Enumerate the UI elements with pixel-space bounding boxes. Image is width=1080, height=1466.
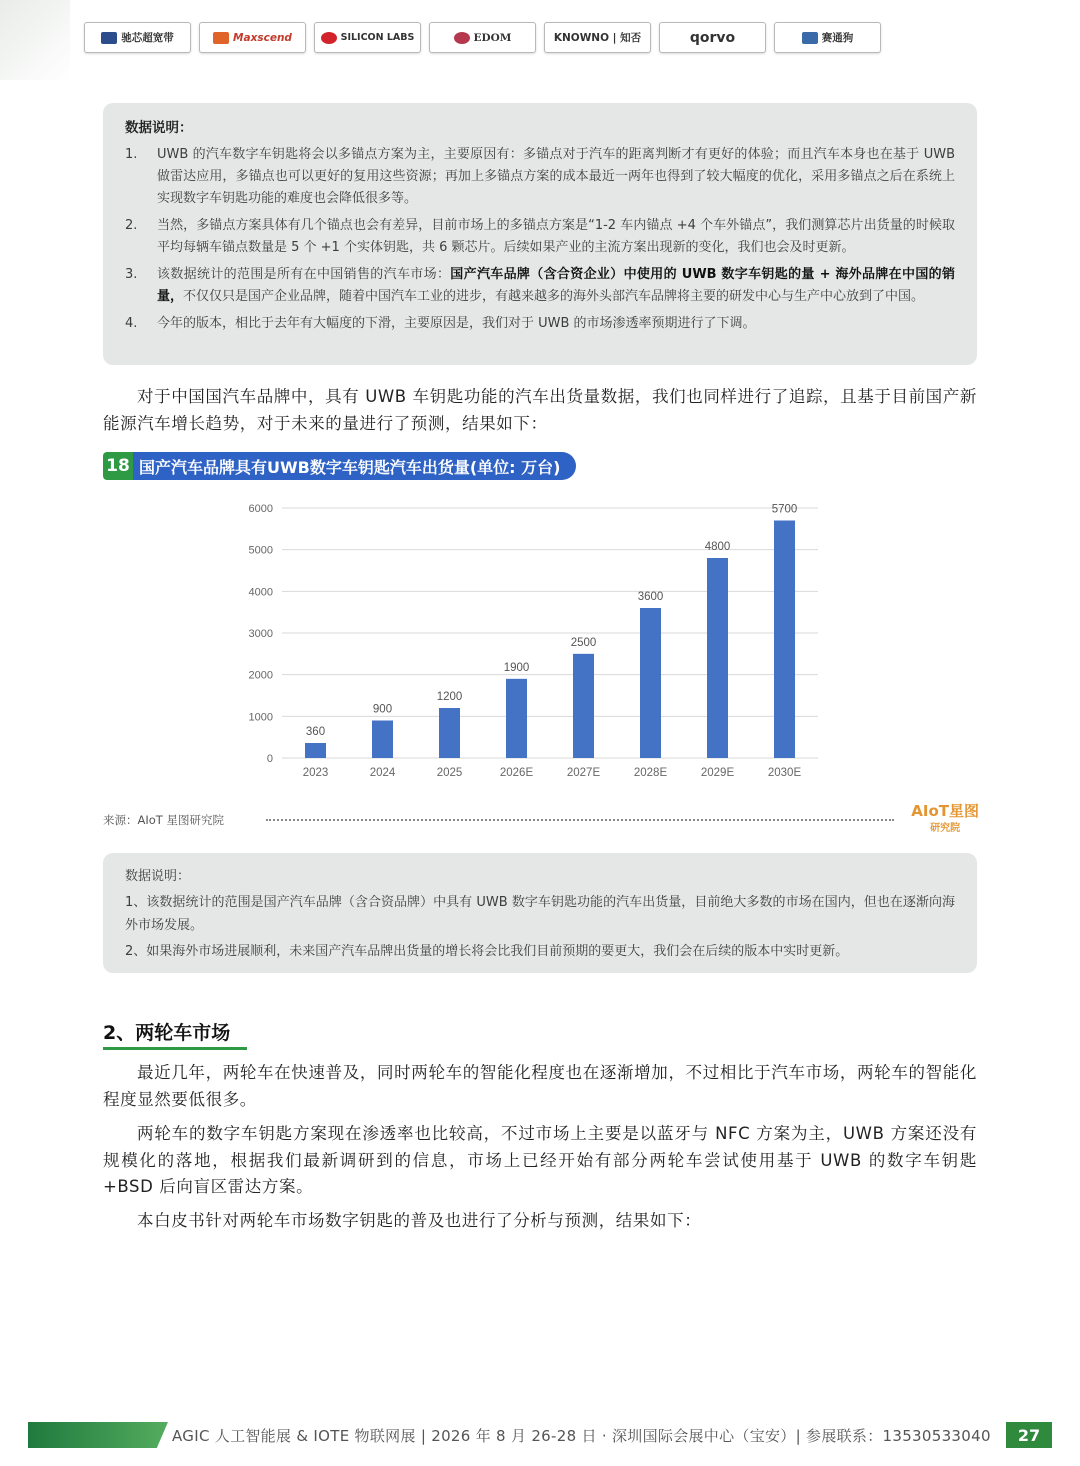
bar [439, 708, 460, 758]
bar [573, 654, 594, 758]
x-tick-label: 2023 [302, 767, 329, 779]
note-text: 当然，多锚点方案具体有几个锚点也会有差异，目前市场上的多锚点方案是“1-2 车内锚点 +4 个车外锚点”，我们测算芯片出货量的时候取平均每辆车锚点数量是 5 个 +1 个实体钥匙，共 6 颗芯片。后续如果产业的主流方案出现新的变化，我们也会及时更新。 [157, 218, 955, 255]
source-row [103, 802, 983, 842]
data-note-box [103, 103, 977, 365]
note-item: 2、如果海外市场进展顺利，未来国产汽车品牌出货量的增长将会比我们目前预期的要更大，我们会在后续的版本中实时更新。 [125, 944, 849, 959]
note-title: 数据说明： [125, 120, 193, 136]
data-label: 360 [305, 726, 326, 738]
sponsor-logo-strip [84, 22, 881, 53]
y-tick-label: 2000 [248, 669, 273, 682]
x-tick-label: 2024 [369, 767, 396, 779]
x-tick-label: 2028E [633, 767, 668, 779]
intro-paragraph: 对于中国国汽车品牌中，具有 UWB 车钥匙功能的汽车出货量数据，我们也同样进行了追踪，且基于目前国产新能源汽车增长趋势，对于未来的量进行了预测，结果如下： [103, 387, 977, 433]
body-paragraph: 最近几年，两轮车在快速普及，同时两轮车的智能化程度也在逐渐增加，不过相比于汽车市场，两轮车的智能化程度显然要低很多。 [103, 1063, 977, 1109]
maxscend-mark-icon [213, 32, 229, 44]
x-tick-label: 2027E [566, 767, 601, 779]
page-corner-shade [0, 0, 70, 80]
data-label: 1200 [436, 691, 463, 703]
figure-title [103, 452, 576, 480]
body-paragraph: 本白皮书针对两轮车市场数字钥匙的普及也进行了分析与预测，结果如下： [137, 1211, 702, 1230]
maxscend-logo: Maxscend [199, 22, 306, 53]
data-label: 1900 [503, 661, 530, 674]
note-title: 数据说明： [125, 869, 191, 884]
note-item: 4. 今年的版本，相比于去年有大幅度的下滑，主要原因是，我们对于 UWB 的市场渗透率预期进行了下调。 [125, 313, 955, 335]
y-tick-label: 0 [266, 753, 273, 765]
bar [372, 721, 393, 759]
note-text: 该数据统计的范围是所有在中国销售的汽车市场：国产汽车品牌（含合资企业）中使用的 UWB 数字车钥匙的量 + 海外品牌在中国的销量，不仅仅只是国产企业品牌，随着中国汽车工业的进步，有越来越多的海外头部汽车品牌将主要的研发中心与生产中心放到了中国。 [157, 267, 955, 304]
page-number: 27 [1006, 1422, 1052, 1448]
saitong-mark-icon [802, 32, 818, 44]
y-tick-label: 1000 [248, 711, 273, 724]
bar [305, 743, 326, 758]
x-tick-label: 2025 [436, 767, 463, 779]
note-bold-text: 国产汽车品牌（含合资企业）中使用的 UWB 数字车钥匙的量 + 海外品牌在中国的销量， [157, 267, 955, 304]
data-label: 3600 [637, 591, 664, 603]
figure-number-badge: 18 [103, 452, 133, 480]
note-text: UWB 的汽车数字车钥匙将会以多锚点方案为主，主要原因有：多锚点对于汽车的距离判断才有更好的体验；而且汽车本身也在基于 UWB 做雷达应用，多锚点也可以更好的复用这些资源；再加上多锚点方案的成本最近一两年也得到了较大幅度的优化，采用多锚点之后在系统上实现数字车钥匙功能的难度也会降低很多等。 [157, 147, 955, 206]
y-tick-label: 5000 [248, 544, 273, 557]
source-label: 来源：AIoT 星图研究院 [103, 813, 224, 827]
footer-accent-bar [28, 1422, 168, 1448]
y-tick-label: 4000 [248, 586, 273, 599]
x-tick-label: 2030E [767, 767, 802, 779]
section-heading: 2、两轮车市场 [103, 1022, 231, 1044]
bar [506, 679, 527, 758]
bar-chart [220, 492, 840, 792]
edom-logo: EDOM [429, 22, 536, 53]
x-tick-label: 2026E [499, 767, 534, 779]
y-tick-label: 6000 [248, 503, 273, 515]
x-tick-label: 2029E [700, 767, 735, 779]
section-heading-underline [103, 1047, 247, 1050]
note-item: 2. 当然，多锚点方案具体有几个锚点也会有差异，目前市场上的多锚点方案是“1-2 车内锚点 +4 个车外锚点”，我们测算芯片出货量的时候取平均每辆车锚点数量是 5 个 +1 个实体钥匙，共 6 颗芯片。后续如果产业的主流方案出现新的变化，我们也会及时更新。 [125, 215, 955, 259]
page-footer [0, 1420, 1080, 1448]
bar [774, 521, 795, 759]
data-note-box-2 [103, 853, 977, 973]
data-label: 4800 [704, 541, 731, 553]
bar [640, 608, 661, 758]
data-label: 2500 [570, 636, 597, 649]
note-item: 3. 该数据统计的范围是所有在中国销售的汽车市场：国产汽车品牌（含合资企业）中使用的 UWB 数字车钥匙的量 + 海外品牌在中国的销量，不仅仅只是国产企业品牌，随着中国汽车工业的进步，有越来越多的海外头部汽车品牌将主要的研发中心与生产中心放到了中国。 [125, 264, 955, 308]
y-tick-label: 3000 [248, 628, 273, 640]
knowno-logo: KNOWNO | 知否 [544, 22, 651, 53]
chixin-mark-icon [101, 32, 117, 44]
chixin-logo: 驰芯超宽带 [84, 22, 191, 53]
dotted-divider [266, 819, 894, 821]
aiot-research-logo: AIoT星图 研究院 [911, 802, 979, 834]
saitong-logo: 赛通狗 [774, 22, 881, 53]
edom-mark-icon [454, 32, 470, 44]
silicon-labs-logo: SILICON LABS [314, 22, 421, 53]
data-label: 900 [372, 703, 393, 716]
note-text: 今年的版本，相比于去年有大幅度的下滑，主要原因是，我们对于 UWB 的市场渗透率预期进行了下调。 [157, 316, 756, 331]
qorvo-logo: qorvo [659, 22, 766, 53]
figure-title-text: 国产汽车品牌具有UWB数字车钥匙汽车出货量(单位: 万台) [133, 452, 576, 480]
footer-text: AGIC 人工智能展 & IOTE 物联网展 | 2026 年 8 月 26-28 日 · 深圳国际会展中心（宝安）| 参展联系：13530533040 [172, 1427, 991, 1445]
body-paragraph: 两轮车的数字车钥匙方案现在渗透率也比较高，不过市场上主要是以蓝牙与 NFC 方案为主，UWB 方案还没有规模化的落地，根据我们最新调研到的信息，市场上已经开始有部分两轮车尝试使用基于 UWB 的数字车钥匙 +BSD 后向盲区雷达方案。 [103, 1124, 977, 1196]
silicon-labs-mark-icon [321, 32, 337, 44]
bar [707, 558, 728, 758]
note-item: 1. UWB 的汽车数字车钥匙将会以多锚点方案为主，主要原因有：多锚点对于汽车的距离判断才有更好的体验；而且汽车本身也在基于 UWB 做雷达应用，多锚点也可以更好的复用这些资源；再加上多锚点方案的成本最近一两年也得到了较大幅度的优化，采用多锚点之后在系统上实现数字车钥匙功能的难度也会降低很多等。 [125, 144, 955, 210]
data-label: 5700 [771, 503, 798, 516]
note-item: 1、该数据统计的范围是国产汽车品牌（含合资品牌）中具有 UWB 数字车钥匙功能的汽车出货量，目前绝大多数的市场在国内，但也在逐渐向海外市场发展。 [125, 895, 955, 933]
